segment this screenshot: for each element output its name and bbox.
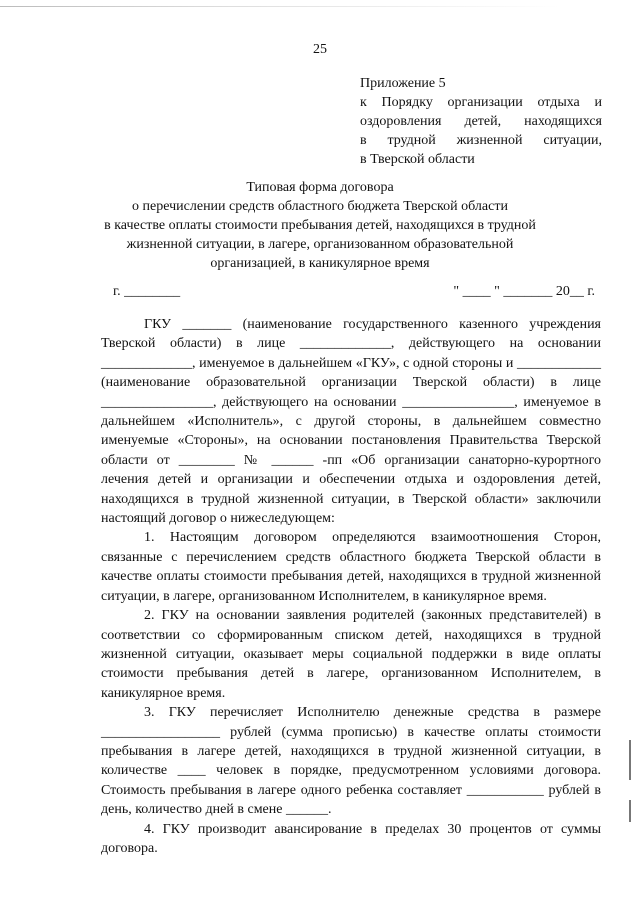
title-line: в качестве оплаты стоимости пребывания детей, находящихся в трудной bbox=[104, 218, 536, 233]
clause-paragraph: 4. ГКУ производит авансирование в пределах 30 процентов от суммы договора. bbox=[101, 821, 601, 856]
page-number: 25 bbox=[313, 42, 327, 57]
document-title bbox=[90, 178, 550, 273]
appendix-line: Приложение 5 bbox=[360, 76, 446, 91]
date-field: " ____ " _______ 20__ г. bbox=[453, 284, 595, 299]
contract-body bbox=[101, 315, 601, 858]
appendix-line: к Порядку организации отдыха и bbox=[360, 95, 602, 110]
clause-paragraph: 2. ГКУ на основании заявления родителей (законных представителей) в соответствии со сформированным списком детей, находящихся в трудной жизненной ситуации, оказывает меры социальной поддержки в виде оплаты стоимости пребывания детей в лагере, организованном Исполнителем, в каникулярное время. bbox=[101, 608, 601, 701]
title-line: организацией, в каникулярное время bbox=[210, 256, 430, 271]
clause-paragraph: 3. ГКУ перечисляет Исполнителю денежные средства в размере _________________ рублей (сумма прописью) в качестве оплаты стоимости пребывания в лагере детей, находящихся в трудной жизненной ситуации, в количестве ____ человек в порядке, предусмотренном условиями договора. Стоимость пребывания в лагере одного ребенка составляет ___________ рублей в день, количество дней в смене ______. bbox=[101, 705, 601, 818]
title-line: Типовая форма договора bbox=[246, 180, 394, 195]
preamble-paragraph: ГКУ _______ (наименование государственного казенного учреждения Тверской области) в лице _____________, действующего на основании _____________, именуемое в дальнейшем «ГКУ», с одной стороны и ____________ (наименование образовательной организации Тверской области) в лице ________________, действующего на основании ________________, именуемое в дальнейшем «Исполнитель», с другой стороны, в дальнейшем совместно именуемые «Стороны», на основании постановления Правительства Тверской области от ________ № ______ -пп «Об организации санаторно-курортного лечения детей и организации и обеспечении отдыха и оздоровления детей, находящихся в трудной жизненной ситуации, в Тверской области» заключили настоящий договор о нижеследующем: bbox=[101, 317, 601, 527]
title-line: о перечислении средств областного бюджета Тверской области bbox=[132, 199, 508, 214]
title-line: жизненной ситуации, в лагере, организованном образовательной bbox=[126, 237, 514, 252]
scan-edge-mark bbox=[629, 800, 631, 822]
clause-paragraph: 1. Настоящим договором определяются взаимоотношения Сторон, связанные с перечислением средств областного бюджета Тверской области в качестве оплаты стоимости пребывания детей, находящихся в трудной жизненной ситуации, в лагере, организованном Исполнителем, в каникулярное время. bbox=[101, 530, 601, 604]
appendix-line: оздоровления детей, находящихся bbox=[360, 114, 602, 129]
appendix-header bbox=[360, 74, 602, 169]
appendix-line: в трудной жизненной ситуации, bbox=[360, 133, 602, 148]
scan-artifact-line bbox=[0, 6, 560, 7]
scan-edge-mark bbox=[629, 740, 631, 780]
appendix-line: в Тверской области bbox=[360, 152, 475, 167]
city-field: г. ________ bbox=[113, 284, 181, 299]
